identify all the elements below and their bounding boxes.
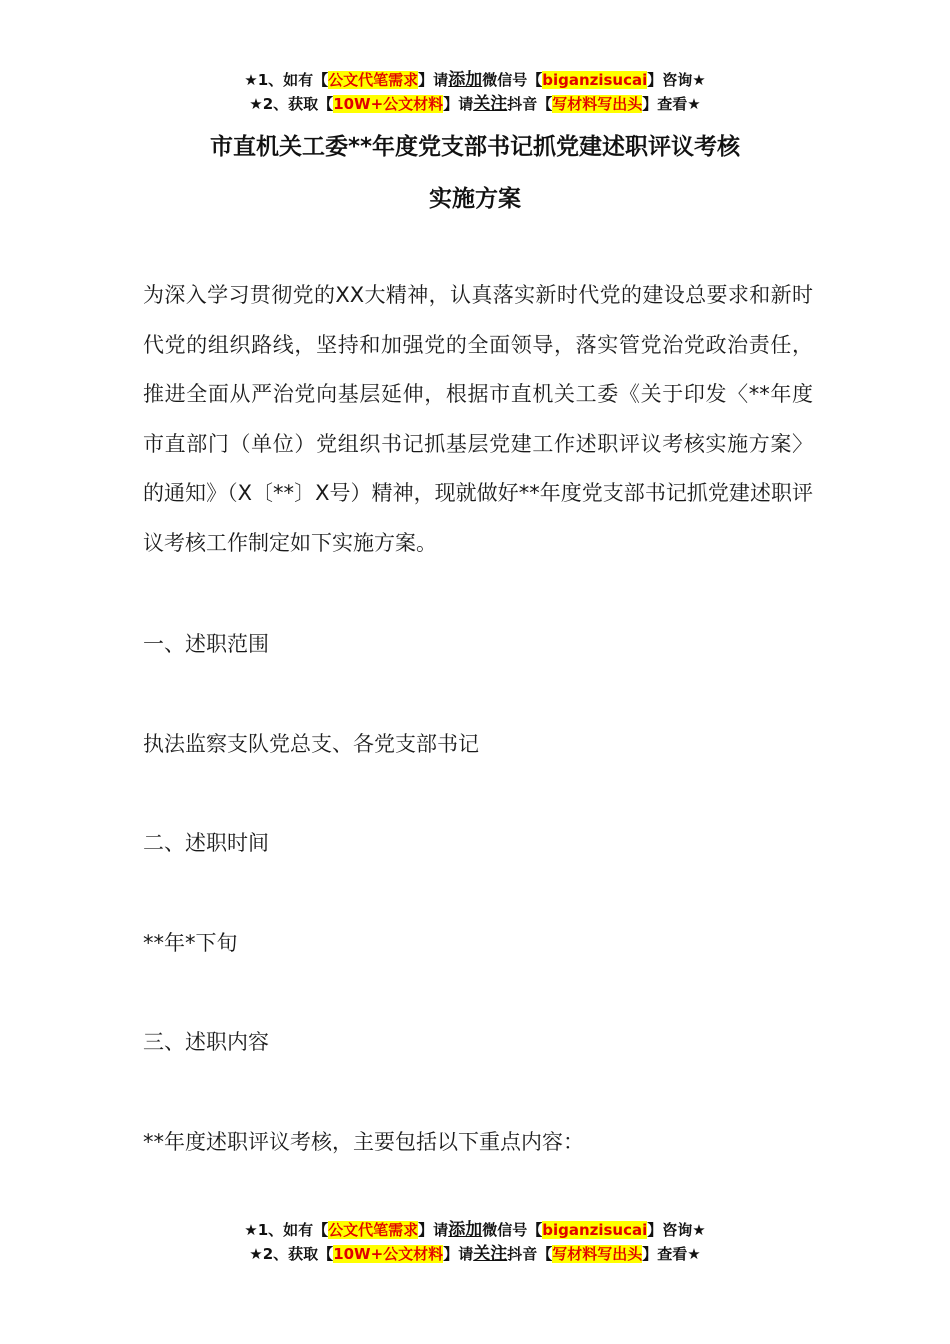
banner-text: 】咨询 xyxy=(647,1221,693,1239)
highlight-service: 公文代笔需求 xyxy=(328,1221,419,1239)
star-icon: ★ xyxy=(244,1221,258,1239)
underlined-action: 添加 xyxy=(448,70,483,90)
star-icon: ★ xyxy=(692,1221,706,1239)
star-icon: ★ xyxy=(249,1245,263,1263)
star-icon: ★ xyxy=(249,95,263,113)
banner-line-1 xyxy=(0,1218,950,1242)
highlight-materials: 10W+公文材料 xyxy=(333,95,444,113)
star-icon: ★ xyxy=(687,95,701,113)
section-heading: 三、述职内容 xyxy=(143,1030,269,1054)
banner-line-2 xyxy=(0,1242,950,1266)
banner-text: 抖音【 xyxy=(507,95,553,113)
highlight-douyin-id: 写材料写出头 xyxy=(552,95,643,113)
banner-text: 】请 xyxy=(443,1245,474,1263)
banner-text: 】请 xyxy=(418,71,449,89)
top-banner xyxy=(0,68,950,116)
banner-text: 微信号【 xyxy=(482,1221,543,1239)
star-icon: ★ xyxy=(687,1245,701,1263)
banner-line-1 xyxy=(0,68,950,92)
intro-paragraph: 为深入学习贯彻党的XX大精神，认真落实新时代党的建设总要求和新时代党的组织路线，坚持和加强党的全面领导，落实管党治党政治责任，推进全面从严治党向基层延伸，根据市直机关工委《关于印发〈**年度市直部门（单位）党组织书记抓基层党建工作述职评议考核实施方案〉的通知》（X〔**〕X号）精神，现就做好**年度党支部书记抓党建述职评议考核工作制定如下实施方案。 xyxy=(143,283,813,555)
star-icon: ★ xyxy=(692,71,706,89)
section-body: **年*下旬 xyxy=(143,931,238,955)
banner-text: 微信号【 xyxy=(482,71,543,89)
banner-text: 2、获取【 xyxy=(262,95,334,113)
document-title-line-2: 实施方案 xyxy=(429,186,521,212)
bottom-banner xyxy=(0,1218,950,1266)
section-body: 执法监察支队党总支、各党支部书记 xyxy=(143,732,479,756)
banner-text: 】查看 xyxy=(642,95,688,113)
banner-text: 1、如有【 xyxy=(257,71,329,89)
banner-text: 1、如有【 xyxy=(257,1221,329,1239)
highlight-douyin-id: 写材料写出头 xyxy=(552,1245,643,1263)
highlight-wechat-id: biganzisucai xyxy=(542,1221,648,1239)
document-title-line-1: 市直机关工委**年度党支部书记抓党建述职评议考核 xyxy=(209,134,741,160)
star-icon: ★ xyxy=(244,71,258,89)
underlined-action: 添加 xyxy=(448,1220,483,1240)
banner-line-2 xyxy=(0,92,950,116)
banner-text: 】请 xyxy=(443,95,474,113)
highlight-materials: 10W+公文材料 xyxy=(333,1245,444,1263)
banner-text: 】咨询 xyxy=(647,71,693,89)
banner-text: 抖音【 xyxy=(507,1245,553,1263)
banner-text: 2、获取【 xyxy=(262,1245,334,1263)
section-body: **年度述职评议考核，主要包括以下重点内容： xyxy=(143,1130,584,1154)
section-heading: 一、述职范围 xyxy=(143,632,269,656)
highlight-service: 公文代笔需求 xyxy=(328,71,419,89)
underlined-action: 关注 xyxy=(473,94,508,114)
banner-text: 】请 xyxy=(418,1221,449,1239)
underlined-action: 关注 xyxy=(473,1244,508,1264)
banner-text: 】查看 xyxy=(642,1245,688,1263)
section-heading: 二、述职时间 xyxy=(143,831,269,855)
highlight-wechat-id: biganzisucai xyxy=(542,71,648,89)
